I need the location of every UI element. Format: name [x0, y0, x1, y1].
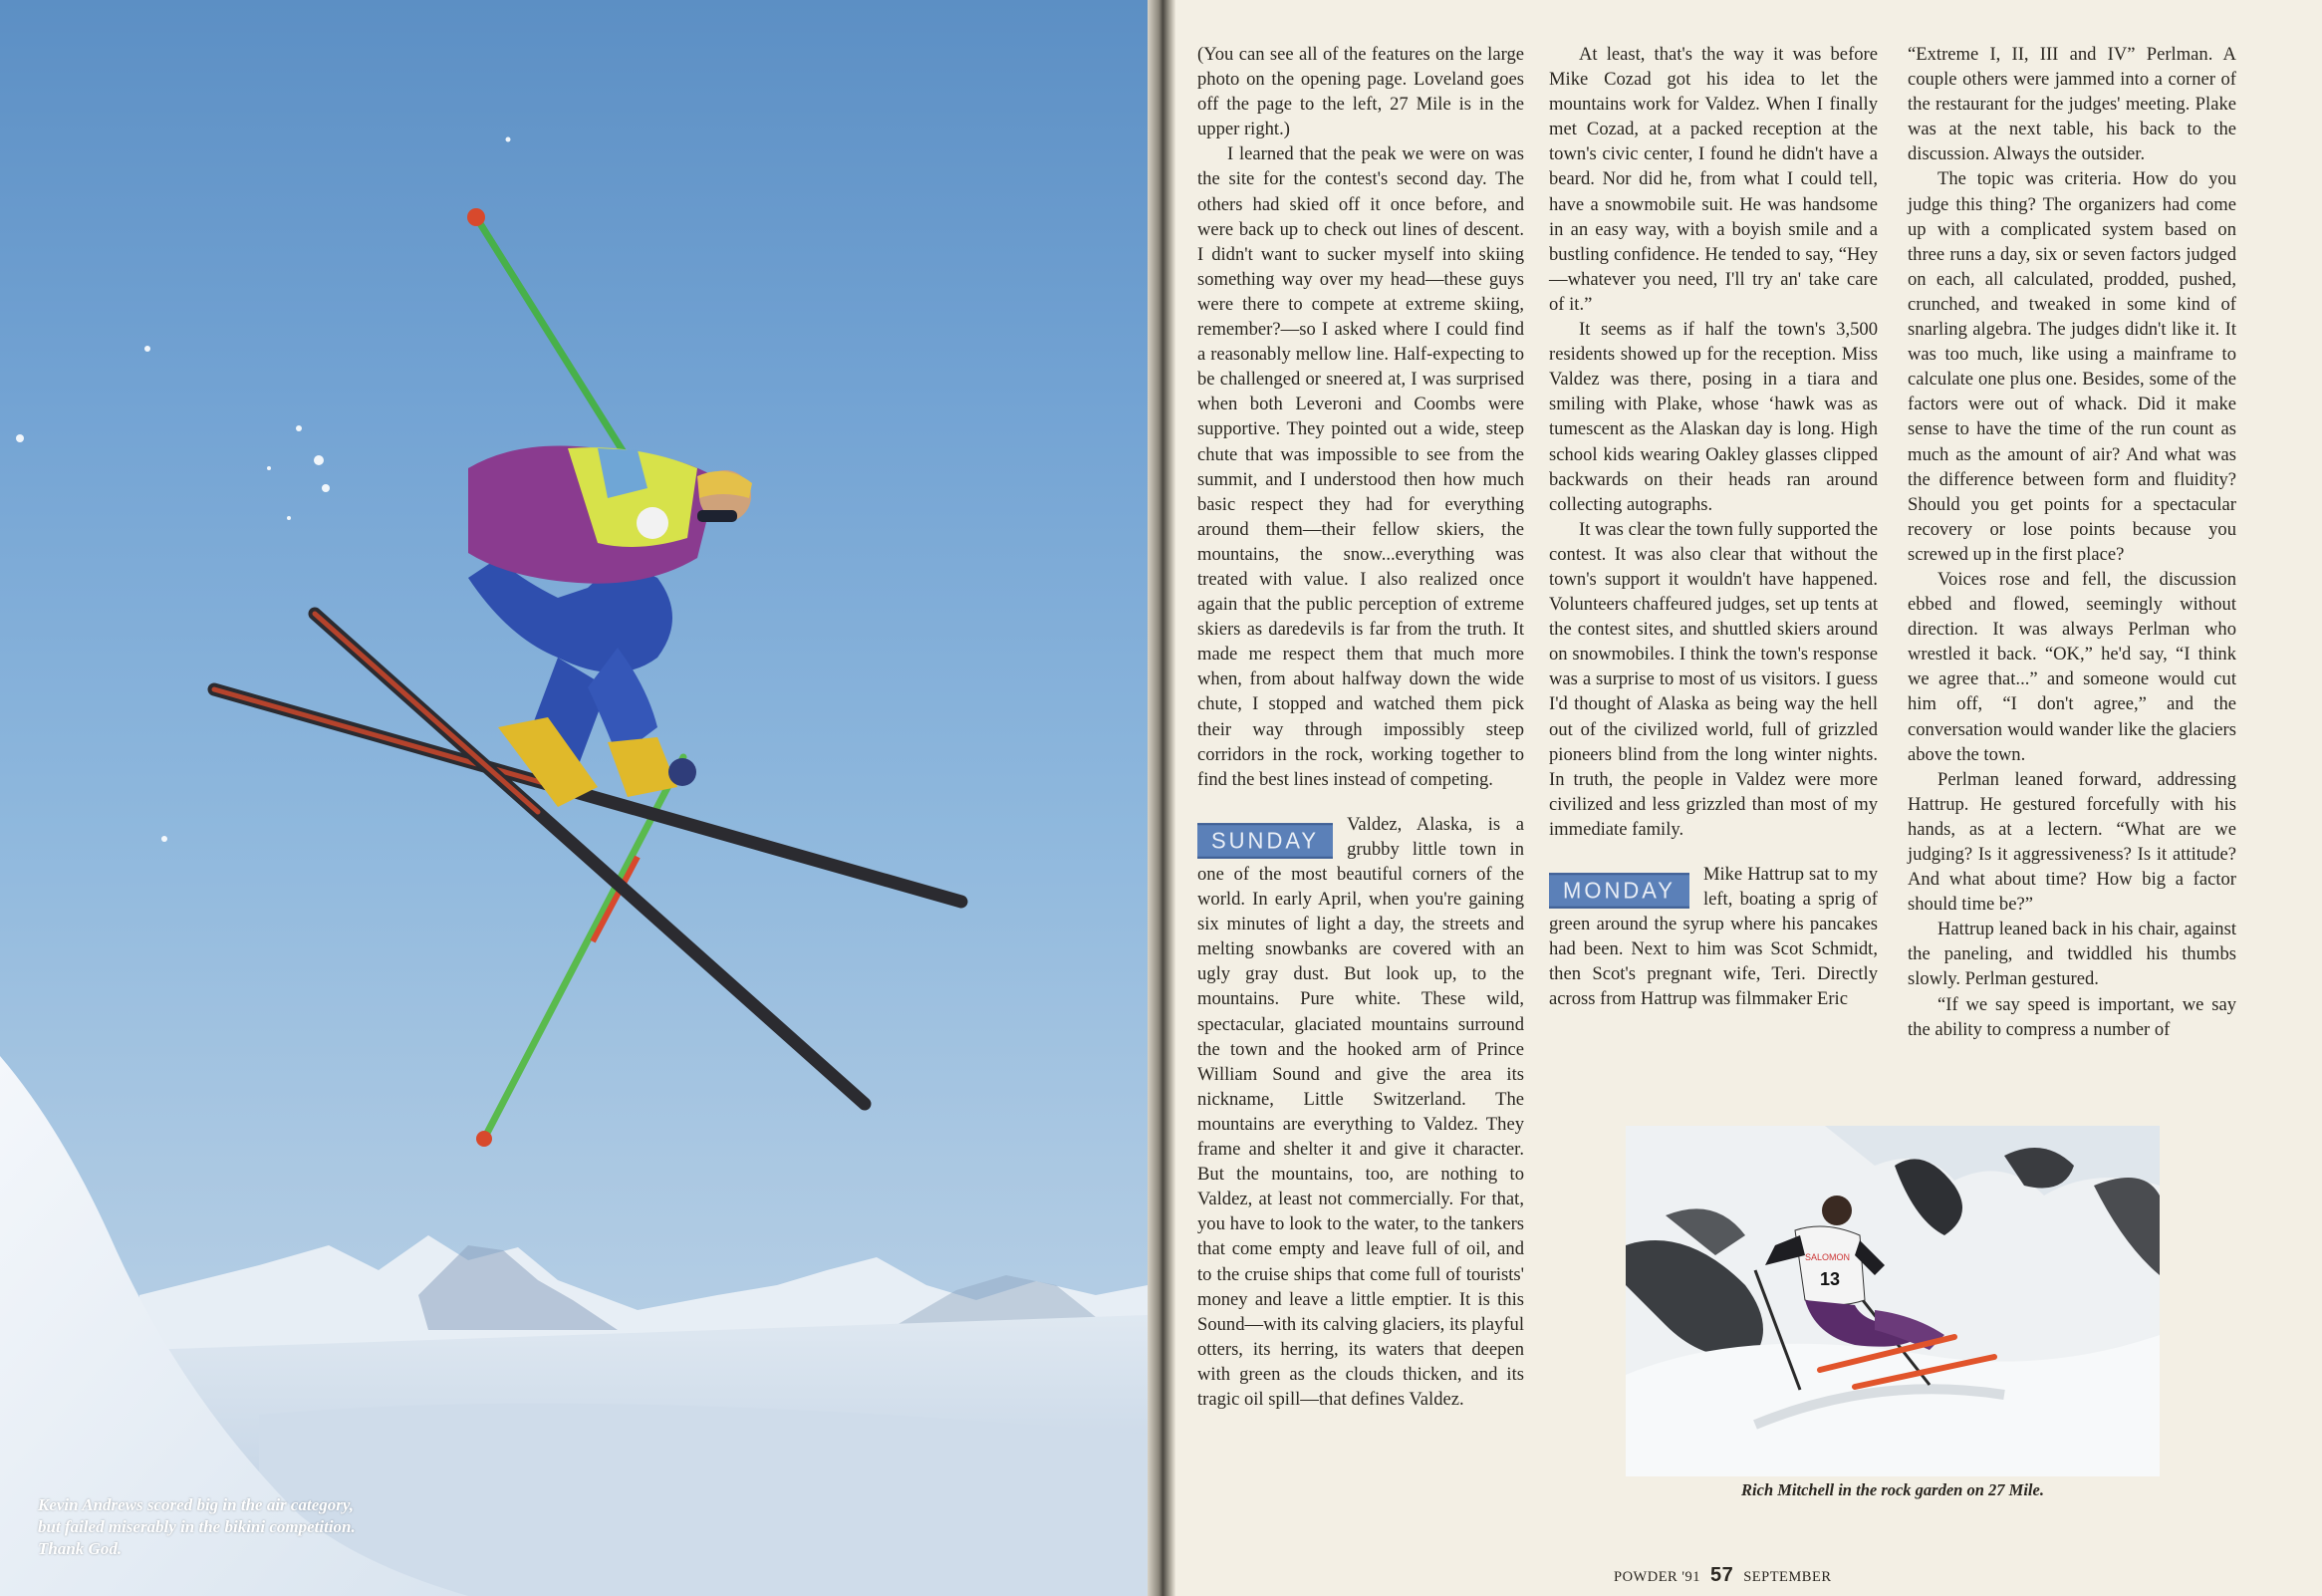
paragraph: The topic was criteria. How do you judge this thing? The organizers had come up with a complicated system based on three runs a day, six or seven factors judged on each, all calculated, prodded, pushed, crunched, and tweaked in some kind of snarling algebra. The judges didn't like it. It was too much, like using a mainframe to calculate one plus one. Besides, some of the factors were out of whack. Did it make sense to have the time of the run count as much as the amount of air? And what was the difference between form and fluidity? Should you get points for a spectacular recovery or lose points because you screwed up in the first place?: [1908, 168, 2236, 565]
paragraph: Perlman leaned forward, addressing Hattrup. He gestured forcefully with his hands, as at a lectern. “What are we judging? Is it aggressiveness? Is it attitude? And what about time? How big a factor should time be?”: [1908, 768, 2236, 916]
paragraph: I learned that the peak we were on was the site for the contest's second day. The others had skied off it once before, and were back up to check out lines of descent. I didn't want to sucker myself into skiing something way over my head—these guys were there to compete at extreme skiing, remember?—so I asked where I could find a reasonably mellow line. Half-expecting to be challenged or sneered at, I was surprised when both Leveroni and Coombs were supportive. They pointed out a wide, steep chute that was impossible to see from the summit, and I understood then how much basic respect they had for everything around them—their fellow skiers, the mountains, the snow...everything was treated with value. I also realized once again that the public perception of extreme skiers as daredevils is far from the truth. It made me respect them that much more when, from about halfway down the wide chute, I stopped and watched them pick their way through impossibly steep corridors in the rock, working together to find the best lines instead of competing.: [1197, 143, 1524, 790]
sunday-section: [1197, 812, 1524, 1412]
paragraph: Valdez, Alaska, is a grubby little town in one of the most beautiful corners of the world. In early April, when you're gaining six minutes of light a day, the streets and melting snowbanks are covered with an ugly gray dust. But look up, to the mountains. Pure white. These wild, spectacular, glaciated mountains surround the town and the hooked arm of Prince William Sound and give the area its nickname, Little Switzerland. The mountains are everything to Valdez. They frame and shelter it and give it character. But the mountains, too, are nothing to Valdez, at least not commercially. For that, you have to look to the water, to the tankers that come empty and leave full of oil, and to the cruise ships that come full of tourists' money and leave a little emptier. It is this Sound—with its calving glaciers, its playful otters, its herring, its waters that deepen with green as the clouds thicken, and its tragic oil spill—that defines Valdez.: [1197, 813, 1524, 1410]
bib-number: 13: [1820, 1269, 1841, 1289]
folio-magazine: POWDER '91: [1614, 1569, 1700, 1585]
monday-section-tag: MONDAY: [1549, 873, 1689, 909]
rock-garden-caption: Rich Mitchell in the rock garden on 27 Mile.: [1741, 1480, 2044, 1499]
text-column-2: [1549, 42, 1878, 1012]
left-page-photo: [0, 0, 1148, 1596]
skier-rock-garden-image: [1626, 1126, 2160, 1476]
paragraph: “Extreme I, II, III and IV” Perlman. A couple others were jammed into a corner of the restaurant for the judges' meeting. Plake was at the next table, his back to the discussion. Always the outsider.: [1908, 44, 2236, 165]
paragraph: At least, that's the way it was before Mike Cozad got his idea to let the mountains work for Valdez. When I finally met Cozad, at a packed reception at the town's civic center, I found he didn't have a beard. Nor did he, from what I could tell, have a snowmobile suit. He was handsome in an easy way, with a boyish smile and a bustling confidence. He tended to say, “Hey—whatever you need, I'll try an' take care of it.”: [1549, 44, 1878, 315]
right-page: [1175, 0, 2322, 1596]
paragraph: Voices rose and fell, the discussion ebbed and flowed, seemingly without direction. It was always Perlman who wrestled it back. “OK,” he'd say, “I think we agree that...” and someone would cut him off, “I don't agree,” and the conversation would wander like the glaciers above the town.: [1908, 568, 2236, 765]
sunday-section-tag: SUNDAY: [1197, 823, 1333, 859]
paragraph: (You can see all of the features on the large photo on the opening page. Loveland goes off the page to the left, 27 Mile is in the upper right.): [1197, 44, 1524, 140]
left-photo-caption: Kevin Andrews scored big in the air category, but failed miserably in the bikini competition. Thank God.: [38, 1495, 356, 1558]
paragraph: Hattrup leaned back in his chair, against the paneling, and twiddled his thumbs slowly. Perlman gestured.: [1908, 919, 2236, 990]
text-column-3: [1908, 42, 2236, 1042]
text-column-1: [1197, 42, 1524, 1412]
paragraph: Mike Hattrup sat to my left, boating a sprig of green around the syrup where his pancakes had been. Next to him was Scot Schmidt, then Scot's pregnant wife, Teri. Directly across from Hattrup was filmmaker Eric: [1549, 864, 1878, 1010]
bib-brand: SALOMON: [1805, 1252, 1851, 1262]
paragraph: It seems as if half the town's 3,500 residents showed up for the reception. Miss Valdez was there, posing in a tiara and smiling with Plake, whose ‘hawk was as tumescent as the Alaskan day is long. High school kids wearing Oakley glasses clipped backwards on their heads ran around collecting autographs.: [1549, 319, 1878, 515]
page-spine: [1148, 0, 1175, 1596]
paragraph: It was clear the town fully supported the contest. It was also clear that without the town's support it wouldn't have happened. Volunteers chaffeured judges, set up tents at the contest sites, and shuttled skiers around on snowmobiles. I think the town's response was a surprise to most of us visitors. I guess I'd thought of Alaska as being way the hell out of the civilized world, full of grizzled pioneers blind from the long winter nights. In truth, the people in Valdez were more civilized and less grizzled than most of my immediate family.: [1549, 518, 1878, 840]
folio-month: SEPTEMBER: [1743, 1569, 1832, 1585]
skier-jump-photo: [0, 0, 1148, 1596]
folio-page-number: 57: [1709, 1564, 1734, 1586]
page-folio: [1614, 1564, 1913, 1587]
paragraph: “If we say speed is important, we say the ability to compress a number of: [1908, 993, 2236, 1040]
rock-garden-photo: [1626, 1126, 2160, 1476]
monday-section: [1549, 862, 1878, 1012]
